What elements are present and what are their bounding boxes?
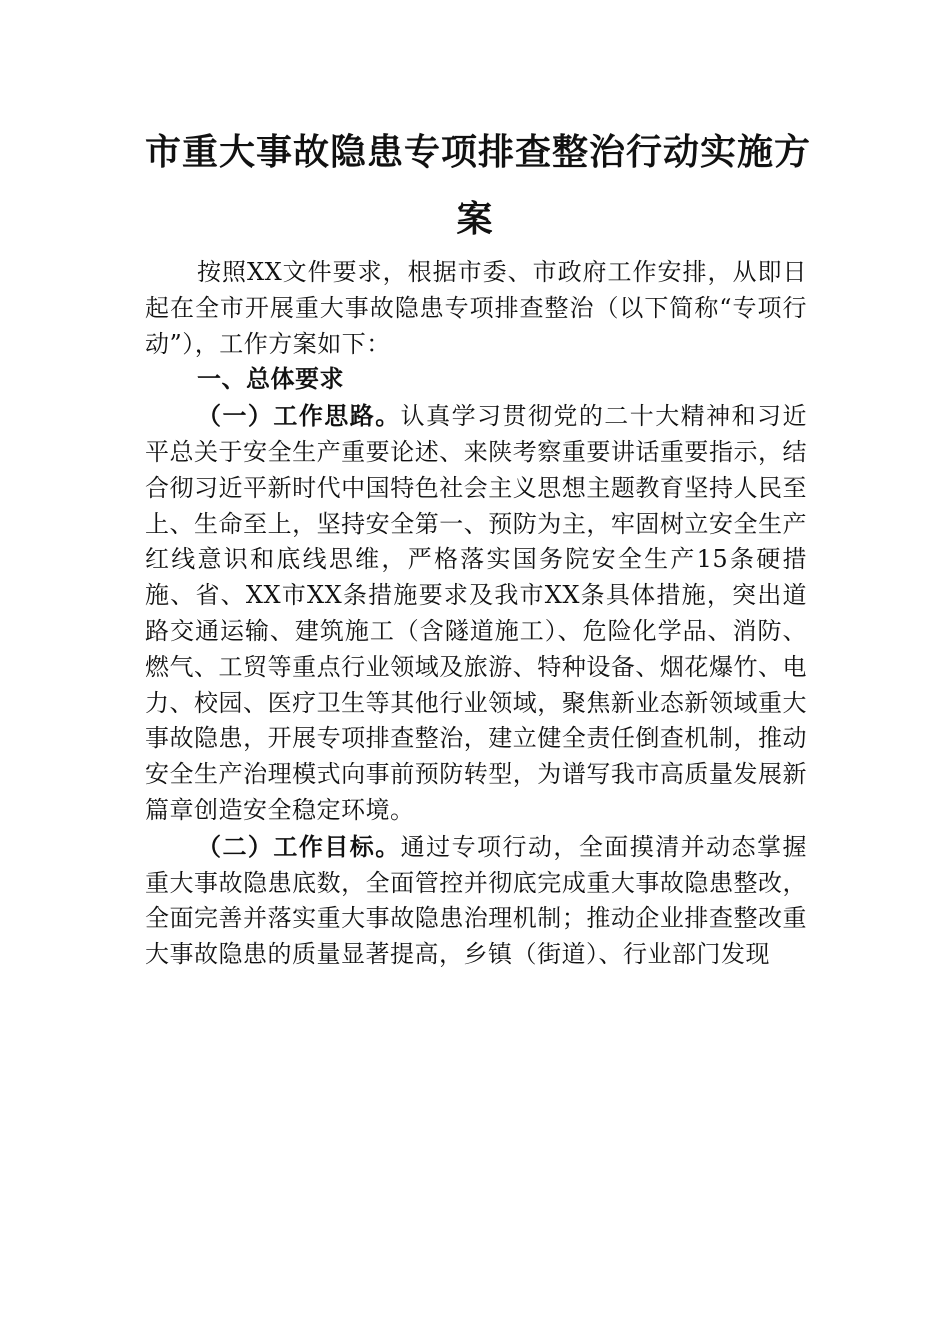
work-goals-text: 通过专项行动，全面摸清并动态掌握重大事故隐患底数，全面管控并彻底完成重大事故隐患整改，全面完善并落实重大事故隐患治理机制；推动企业排查整改重大事故隐患的质量显著提高，乡镇（街道）、行业部门发现: [145, 832, 808, 969]
subheading-work-goals: （二）工作目标。: [197, 831, 401, 861]
paragraph-work-goals: [145, 829, 807, 973]
document-body: [145, 255, 807, 973]
intro-paragraph: 按照XX文件要求，根据市委、市政府工作安排，从即日起在全市开展重大事故隐患专项排查整治（以下简称“专项行动”），工作方案如下：: [145, 258, 807, 358]
subheading-work-approach: （一）工作思路。: [197, 401, 401, 431]
section-heading-overall-requirements: 一、总体要求: [197, 365, 344, 394]
document-title-line-1: 市重大事故隐患专项排查整治行动实施方: [145, 131, 812, 173]
document-title-line-2: 案: [456, 198, 494, 240]
work-approach-text: 认真学习贯彻党的二十大精神和习近平总关于安全生产重要论述、来陕考察重要讲话重要指示，结合彻习近平新时代中国特色社会主义思想主题教育坚持人民至上、生命至上，坚持安全第一、预防为主，牢固树立安全生产红线意识和底线思维，严格落实国务院安全生产15条硬措施、省、XX市XX条措施要求及我市XX条具体措施，突出道路交通运输、建筑施工（含隧道施工）、危险化学品、消防、燃气、工贸等重点行业领域及旅游、特种设备、烟花爆竹、电力、校园、医疗卫生等其他行业领域，聚焦新业态新领域重大事故隐患，开展专项排查整治，建立健全责任倒查机制，推动安全生产治理模式向事前预防转型，为谱写我市高质量发展新篇章创造安全稳定环境。: [145, 402, 808, 824]
paragraph-work-approach: [145, 398, 807, 829]
